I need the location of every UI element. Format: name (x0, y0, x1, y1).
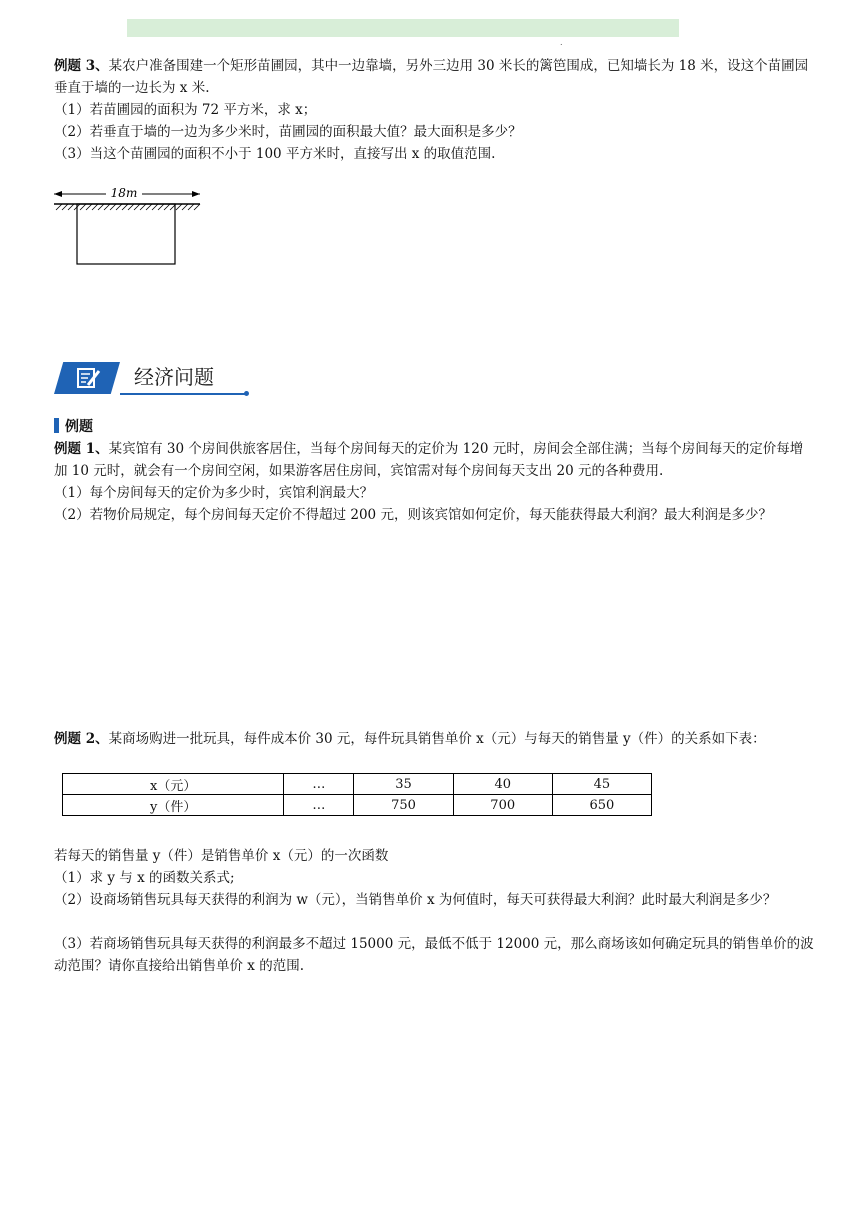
example3-q2: （2）若垂直于墙的一边为多少米时，苗圃园的面积最大值？最大面积是多少？ (54, 124, 522, 140)
wall-length-label: 18m (110, 186, 138, 200)
example1-label: 例题 1、 (54, 441, 109, 457)
table-cell: 650 (552, 795, 651, 816)
example3-statement (54, 55, 814, 99)
example2-q2: （2）设商场销售玩具每天获得的利润为 w（元），当销售单价 x 为何值时，每天可获得最大利润？此时最大利润是多少？ (54, 892, 777, 908)
subheading (54, 416, 93, 436)
garden-wall-figure (50, 182, 210, 272)
arrow-left-head (54, 191, 62, 197)
table-cell: 45 (552, 774, 651, 795)
header-dot: . (560, 38, 563, 47)
table-cell: 700 (453, 795, 552, 816)
section-title: 经济问题 (134, 365, 214, 389)
example1-q1: （1）每个房间每天的定价为多少时，宾馆利润最大？ (54, 485, 374, 501)
section-underline-dot (244, 391, 249, 396)
price-sales-table (62, 773, 652, 816)
table-row (63, 795, 652, 816)
example2-intro: 若每天的销售量 y（件）是销售单价 x（元）的一次函数 (54, 848, 389, 864)
table-cell: 40 (453, 774, 552, 795)
example2-q1: （1）求 y 与 x 的函数关系式; (54, 870, 235, 886)
example3-text: 某农户准备围建一个矩形苗圃园，其中一边靠墙，另外三边用 30 米长的篱笆围成，已知墙长为 18 米，设这个苗圃园垂直于墙的一边长为 x 米. (54, 58, 809, 96)
example1-text: 某宾馆有 30 个房间供旅客居住，当每个房间每天的定价为 120 元时，房间会全部住满；当每个房间每天的定价每增加 10 元时，就会有一个房间空闲，如果游客居住房间，宾馆需对每个房间每天支出 20 元的各种费用. (54, 441, 804, 479)
subheading-text: 例题 (65, 419, 93, 435)
example3-label: 例题 3、 (54, 58, 109, 74)
table-cell: … (284, 774, 354, 795)
example3-q1: （1）若苗圃园的面积为 72 平方米，求 x； (54, 102, 317, 118)
subheading-marker (54, 418, 59, 433)
example2-q3: （3）若商场销售玩具每天获得的利润最多不超过 15000 元，最低不低于 12000 元，那么商场该如何确定玩具的销售单价的波动范围？请你直接给出销售单价 x 的范围. (54, 936, 814, 974)
table-cell: 750 (354, 795, 453, 816)
arrow-right-head (192, 191, 200, 197)
example2-label: 例题 2、 (54, 731, 109, 747)
example1-q2: （2）若物价局规定，每个房间每天定价不得超过 200 元，则该宾馆如何定价，每天能获得最大利润？最大利润是多少？ (54, 507, 772, 523)
table-cell: x（元） (63, 774, 284, 795)
table-cell: … (284, 795, 354, 816)
header-band (127, 19, 679, 37)
table-cell: 35 (354, 774, 453, 795)
section-underline (120, 393, 248, 395)
example3-q3: （3）当这个苗圃园的面积不小于 100 平方米时，直接写出 x 的取值范围. (54, 146, 496, 162)
edit-note-icon (76, 366, 102, 390)
example2-text: 某商场购进一批玩具，每件成本价 30 元，每件玩具销售单价 x（元）与每天的销售量 y（件）的关系如下表： (108, 731, 766, 747)
example1-statement (54, 438, 814, 482)
example2-statement (54, 728, 814, 750)
section-banner (54, 358, 254, 398)
table-cell: y（件） (63, 795, 284, 816)
table-row (63, 774, 652, 795)
garden-rectangle (77, 204, 175, 264)
